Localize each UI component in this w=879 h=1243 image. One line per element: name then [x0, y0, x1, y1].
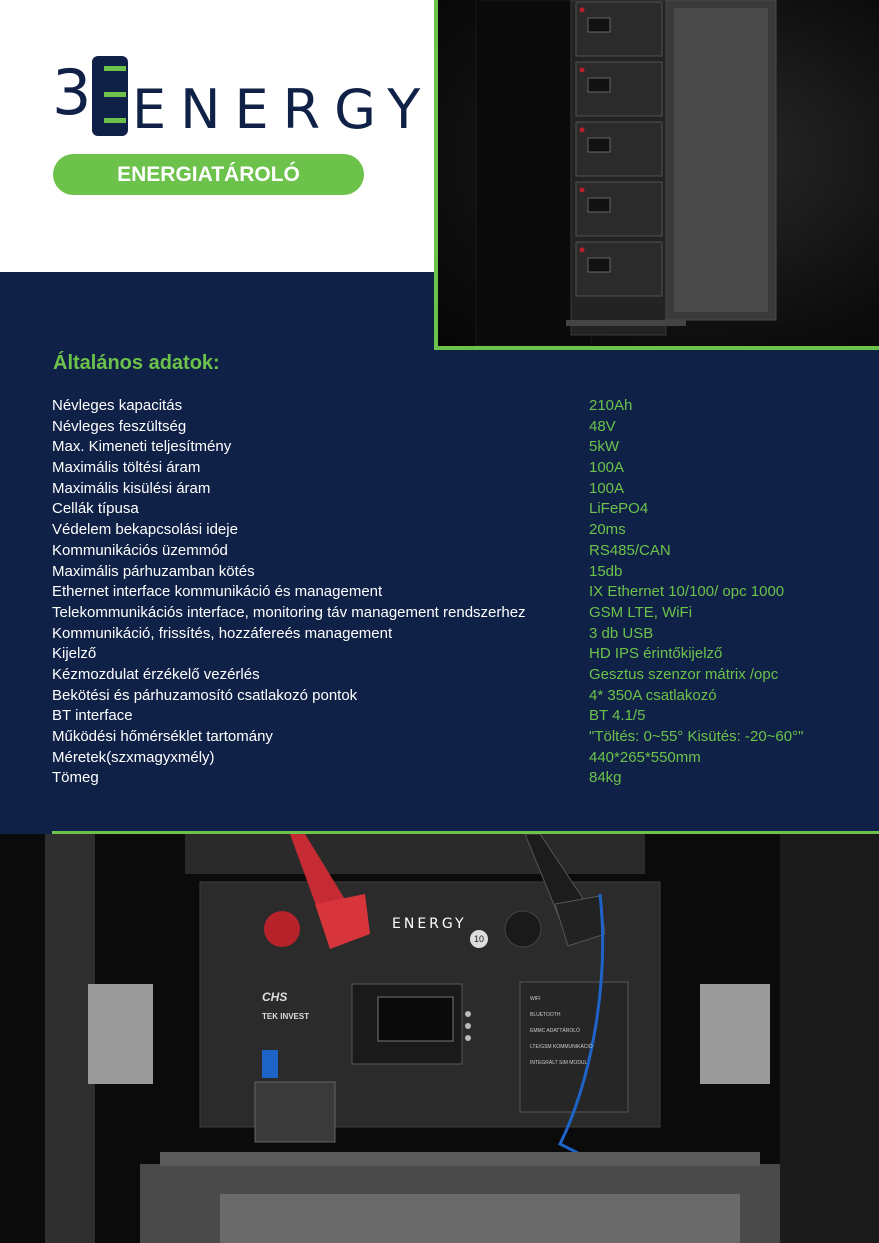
- spec-label: Tömeg: [52, 769, 99, 787]
- feature-item: BLUETOOTH: [530, 1012, 561, 1018]
- feature-item: INTEGRÁLT SIM MODUL: [530, 1060, 588, 1066]
- logo-word: ENERGY: [132, 78, 435, 141]
- spec-row: [52, 727, 852, 748]
- spec-value: 5kW: [589, 438, 619, 456]
- spec-value: BT 4.1/5: [589, 707, 646, 725]
- partner-logo-chs: CHS: [262, 990, 288, 1004]
- spec-label: Bekötési és párhuzamosító csatlakozó pontok: [52, 686, 358, 704]
- spec-value: HD IPS érintőkijelző: [589, 645, 723, 663]
- spec-row: [52, 437, 852, 458]
- spec-label: Kézmozdulat érzékelő vezérlés: [52, 665, 260, 683]
- divider-vertical: [434, 0, 438, 350]
- spec-value: IX Ethernet 10/100/ opc 1000: [589, 583, 785, 601]
- spec-label: Védelem bekapcsolási ideje: [52, 521, 238, 539]
- spec-value: 20ms: [589, 521, 626, 539]
- spec-label: Kijelző: [52, 645, 97, 663]
- spec-label: Méretek(szxmagyxmély): [52, 748, 215, 766]
- spec-label: Max. Kimeneti teljesítmény: [52, 438, 232, 456]
- spec-row: [52, 562, 852, 583]
- spec-row: [52, 541, 852, 562]
- battery-unit-illustration: [0, 834, 879, 1243]
- spec-label: Cellák típusa: [52, 500, 139, 518]
- spec-row: [52, 686, 852, 707]
- spec-row: [52, 665, 852, 686]
- spec-value: LiFePO4: [589, 500, 649, 518]
- spec-row: [52, 417, 852, 438]
- spec-value: 15db: [589, 562, 623, 580]
- spec-value: 100A: [589, 479, 625, 497]
- rack-illustration: [436, 0, 879, 346]
- device-photo: [0, 834, 879, 1243]
- spec-label: Kommunikációs üzemmód: [52, 541, 228, 559]
- spec-value: "Töltés: 0~55° Kisütés: -20~60°": [589, 728, 804, 745]
- spec-row: [52, 748, 852, 769]
- spec-value: 100A: [589, 459, 625, 477]
- spec-value: 48V: [589, 417, 616, 435]
- spec-value: 440*265*550mm: [589, 748, 701, 766]
- spec-row: [52, 706, 852, 727]
- category-banner: ENERGIATÁROLÓ: [53, 154, 364, 195]
- logo-bar: [104, 66, 126, 71]
- spec-label: Működési hőmérséklet tartomány: [52, 728, 273, 745]
- spec-label: Maximális töltési áram: [52, 459, 201, 477]
- spec-value: 3 db USB: [589, 624, 654, 642]
- divider-horizontal: [436, 346, 879, 350]
- logo-bar: [104, 118, 126, 123]
- spec-label: Névleges kapacitás: [52, 397, 183, 414]
- spec-value: GSM LTE, WiFi: [589, 603, 693, 621]
- spec-row: [52, 499, 852, 520]
- spec-value: RS485/CAN: [589, 541, 671, 559]
- header-panel: [0, 0, 434, 272]
- feature-item: WIFI: [530, 996, 541, 1002]
- section-title: Általános adatok:: [53, 352, 220, 374]
- spec-label: Névleges feszültség: [52, 417, 187, 435]
- logo-bar: [104, 92, 126, 97]
- capacity-badge: 10: [470, 930, 488, 948]
- spec-row: [52, 603, 852, 624]
- spec-label: Ethernet interface kommunikáció és management: [52, 583, 383, 601]
- spec-value: 210Ah: [589, 397, 633, 414]
- spec-row: [52, 479, 852, 500]
- spec-table: [52, 396, 852, 789]
- spec-value: 84kg: [589, 769, 622, 787]
- spec-row: [52, 624, 852, 645]
- spec-row: [52, 582, 852, 603]
- spec-row: [52, 520, 852, 541]
- spec-row: [52, 768, 852, 789]
- spec-value: 4* 350A csatlakozó: [589, 686, 717, 704]
- spec-label: Maximális párhuzamban kötés: [52, 562, 255, 580]
- feature-list: [530, 991, 625, 1071]
- feature-item: EMMC ADATTÁROLÓ: [530, 1028, 580, 1034]
- spec-row: [52, 644, 852, 665]
- spec-value: Gesztus szenzor mátrix /opc: [589, 665, 779, 683]
- spec-row: [52, 458, 852, 479]
- spec-label: Maximális kisülési áram: [52, 479, 211, 497]
- spec-label: BT interface: [52, 707, 133, 725]
- spec-row: [52, 396, 852, 417]
- rack-photo: [436, 0, 879, 346]
- panel-brand-label: ENERGY: [392, 916, 467, 932]
- spec-label: Telekommunikációs interface, monitoring táv management rendszerhez: [52, 603, 526, 621]
- feature-item: LTE/GSM KOMMUNIKÁCIÓ: [530, 1044, 593, 1050]
- spec-label: Kommunikáció, frissítés, hozzáfereés management: [52, 624, 393, 642]
- partner-logo-tekinvest: TEK INVEST: [262, 1012, 310, 1021]
- logo-prefix: 3: [52, 56, 92, 129]
